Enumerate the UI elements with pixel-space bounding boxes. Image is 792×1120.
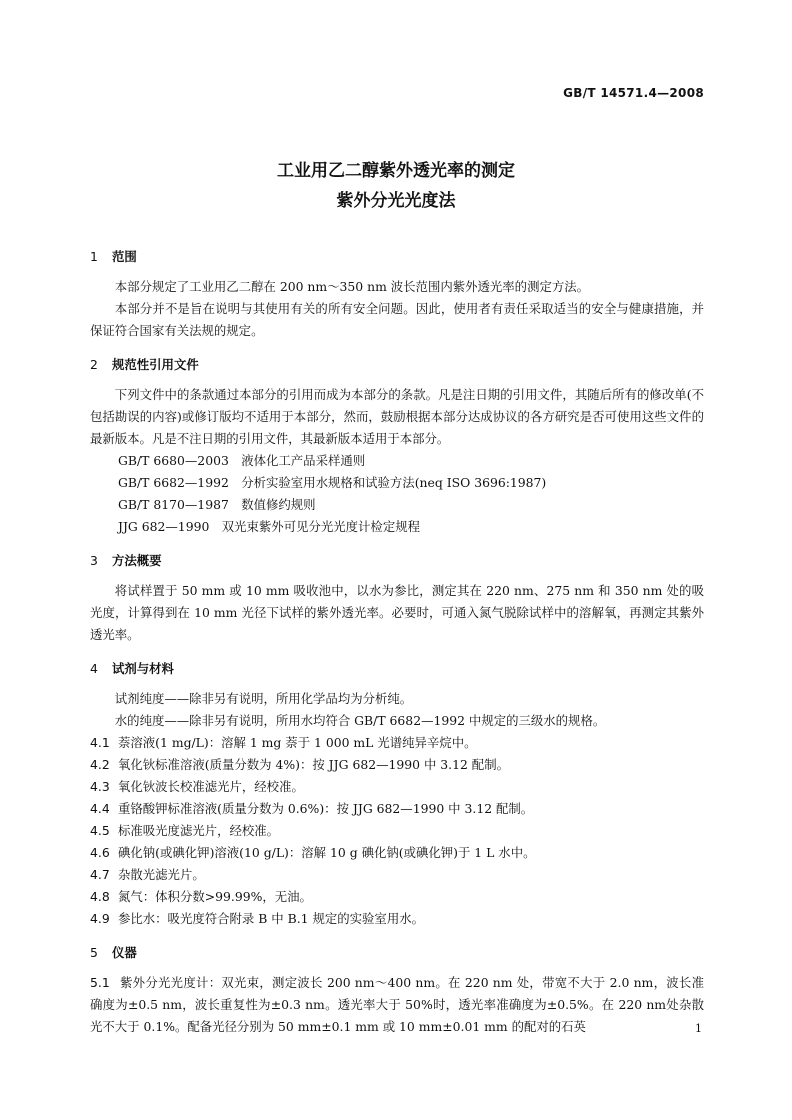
document-subtitle: 紫外分光光度法	[336, 191, 456, 211]
paragraph: 试剂纯度——除非另有说明，所用化学品均为分析纯。	[114, 691, 413, 706]
paragraph: 水的纯度——除非另有说明，所用水均符合 GB/T 6682—1992 中规定的三级水的规格。	[114, 713, 606, 728]
item-text: 参比水：吸光度符合附录 B 中 B.1 规定的实验室用水。	[118, 911, 424, 926]
item-text: 杂散光滤光片。	[118, 867, 205, 882]
reference-item: GB/T 8170—1987 数值修约规则	[118, 497, 316, 512]
item-number: 4.4	[90, 801, 110, 816]
list-item	[90, 798, 704, 820]
item-text: 萘溶液(1 mg/L)：溶解 1 mg 萘于 1 000 mL 光谱纯异辛烷中。	[118, 735, 477, 750]
section-number: 3	[90, 553, 98, 568]
item-number: 4.7	[90, 867, 110, 882]
section-number: 5	[90, 945, 98, 960]
item-number: 4.9	[90, 911, 110, 926]
paragraph: 下列文件中的条款通过本部分的引用而成为本部分的条款。凡是注日期的引用文件，其随后所有的修改单(不包括勘误的内容)或修订版均不适用于本部分，然而，鼓励根据本部分达成协议的各方研究是否可使用这些文件的最新版本。凡是不注日期的引用文件，其最新版本适用于本部分。	[90, 387, 704, 446]
section-title: 规范性引用文件	[112, 357, 199, 372]
item-text: 氧化钬波长校准滤光片，经校准。	[118, 779, 304, 794]
section-number: 1	[90, 249, 98, 264]
section-number: 4	[90, 661, 98, 676]
page-number: 1	[695, 1022, 702, 1035]
list-item	[90, 820, 704, 842]
paragraph	[90, 972, 704, 1038]
document-body	[90, 246, 704, 1038]
paragraph: 本部分并不是旨在说明与其使用有关的所有安全问题。因此，使用者有责任采取适当的安全与健康措施，并保证符合国家有关法规的规定。	[90, 301, 704, 338]
item-number: 4.8	[90, 889, 110, 904]
section-number: 2	[90, 357, 98, 372]
section-title: 试剂与材料	[112, 661, 174, 676]
paragraph: 本部分规定了工业用乙二醇在 200 nm～350 nm 波长范围内紫外透光率的测定方法。	[114, 279, 590, 294]
section-heading	[90, 658, 704, 680]
list-item	[90, 864, 704, 886]
reference-item: JJG 682—1990 双光束紫外可见分光光度计检定规程	[118, 519, 420, 534]
item-number: 4.6	[90, 845, 110, 860]
section-heading	[90, 550, 704, 572]
section-heading	[90, 942, 704, 964]
list-item	[90, 776, 704, 798]
section-title: 范围	[112, 249, 137, 264]
list-item	[90, 908, 704, 930]
section-heading	[90, 354, 704, 376]
document-code: GB/T 14571.4—2008	[563, 86, 704, 100]
section-heading	[90, 246, 704, 268]
item-number: 4.2	[90, 757, 110, 772]
item-text: 重铬酸钾标准溶液(质量分数为 0.6%)：按 JJG 682—1990 中 3.12 配制。	[118, 801, 534, 816]
item-number: 4.1	[90, 735, 110, 750]
item-number: 4.5	[90, 823, 110, 838]
paragraph: 将试样置于 50 mm 或 10 mm 吸收池中，以水为参比，测定其在 220 nm、275 nm 和 350 nm 处的吸光度，计算得到在 10 mm 光径下试样的紫外透光率。必要时，可通入氮气脱除试样中的溶解氧，再测定其紫外透光率。	[90, 583, 704, 642]
item-text: 氮气：体积分数>99.99%，无油。	[118, 889, 312, 904]
reference-item: GB/T 6682—1992 分析实验室用水规格和试验方法(neq ISO 3696:1987)	[118, 475, 547, 490]
document-title: 工业用乙二醇紫外透光率的测定	[277, 161, 515, 181]
section-title: 方法概要	[112, 553, 162, 568]
list-item	[90, 732, 704, 754]
item-text: 紫外分光光度计：双光束，测定波长 200 nm～400 nm。在 220 nm 处，带宽不大于 2.0 nm，波长准确度为±0.5 nm，波长重复性为±0.3 nm。透光率大于 50%时，透光率准确度为±0.5%。在 220 nm处杂散光不大于 0.1%。配备光径分别为 50 mm±0.1 mm 或 10 mm±0.01 mm 的配对的石英	[90, 975, 704, 1034]
section-title: 仪器	[112, 945, 137, 960]
reference-item: GB/T 6680—2003 液体化工产品采样通则	[118, 453, 366, 468]
item-text: 碘化钠(或碘化钾)溶液(10 g/L)：溶解 10 g 碘化钠(或碘化钾)于 1 L 水中。	[118, 845, 536, 860]
item-text: 标准吸光度滤光片，经校准。	[118, 823, 280, 838]
item-number: 4.3	[90, 779, 110, 794]
list-item	[90, 842, 704, 864]
item-number: 5.1	[90, 975, 110, 990]
item-text: 氧化钬标准溶液(质量分数为 4%)：按 JJG 682—1990 中 3.12 配制。	[118, 757, 509, 772]
list-item	[90, 754, 704, 776]
list-item	[90, 886, 704, 908]
